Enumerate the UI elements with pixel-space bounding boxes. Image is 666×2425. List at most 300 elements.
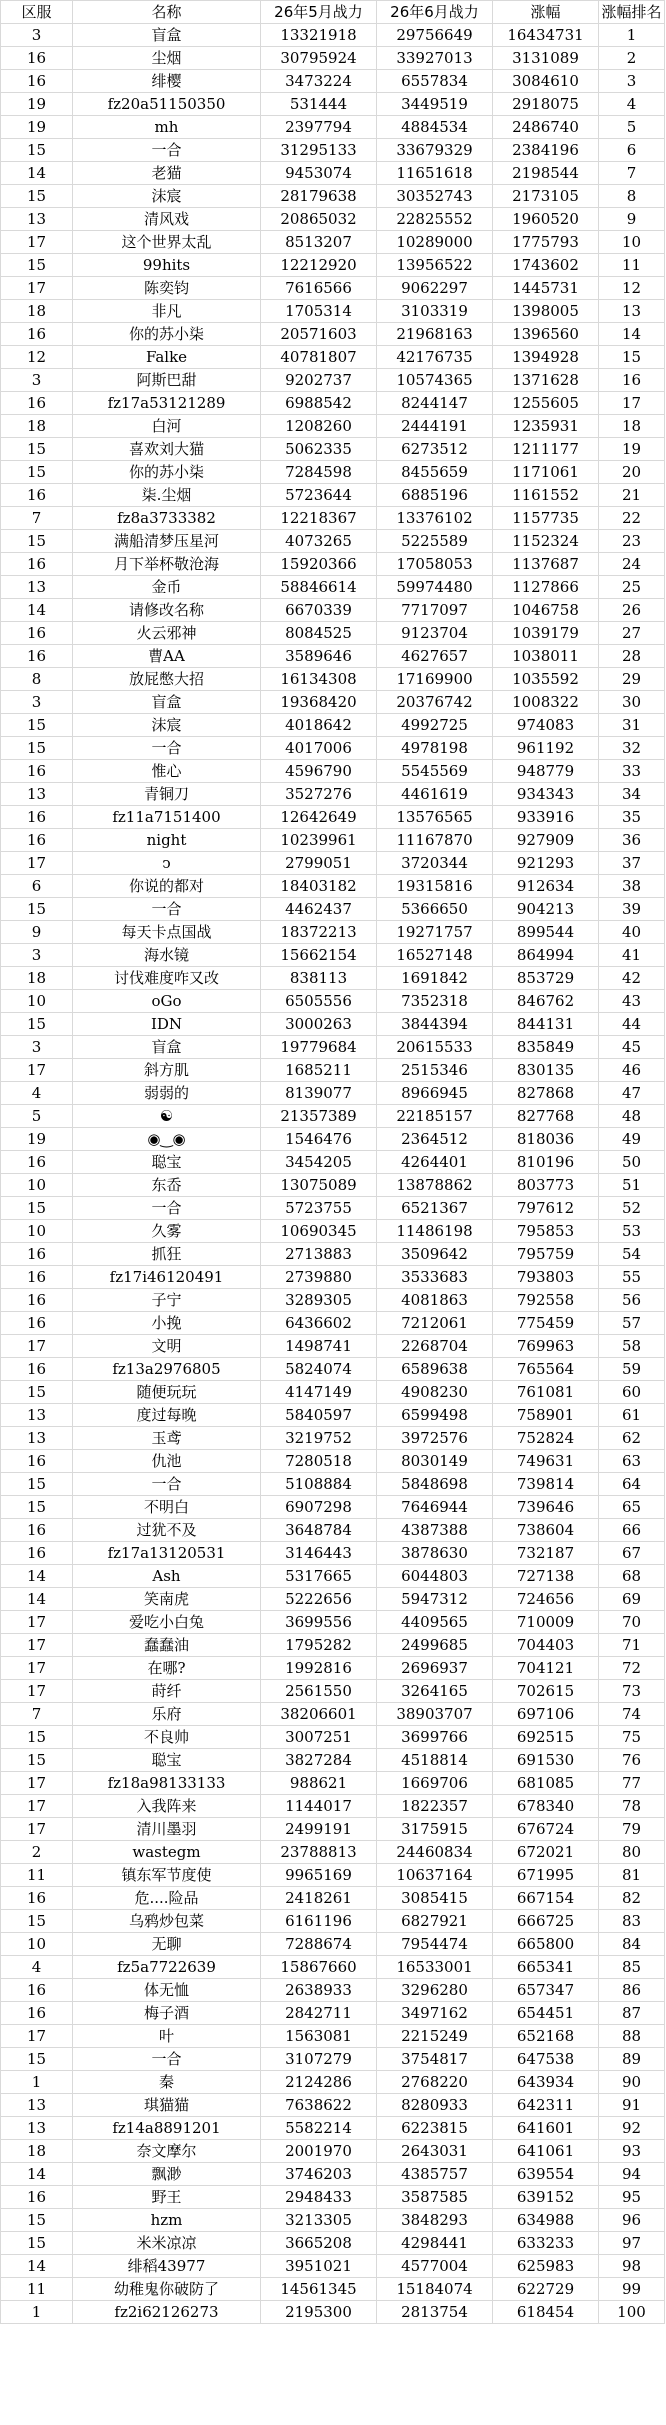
cell-june-power: 3175915 <box>377 1818 493 1841</box>
cell-may-power: 23788813 <box>261 1841 377 1864</box>
cell-server: 15 <box>1 2209 73 2232</box>
cell-server: 16 <box>1 2002 73 2025</box>
cell-server: 13 <box>1 1427 73 1450</box>
cell-increase: 2173105 <box>493 185 599 208</box>
cell-server: 15 <box>1 1197 73 1220</box>
cell-may-power: 3000263 <box>261 1013 377 1036</box>
cell-june-power: 30352743 <box>377 185 493 208</box>
cell-server: 15 <box>1 1496 73 1519</box>
cell-may-power: 4018642 <box>261 714 377 737</box>
cell-june-power: 11167870 <box>377 829 493 852</box>
cell-server: 3 <box>1 369 73 392</box>
table-row <box>1 921 665 944</box>
cell-june-power: 3264165 <box>377 1680 493 1703</box>
table-row <box>1 484 665 507</box>
cell-server: 13 <box>1 208 73 231</box>
cell-increase: 961192 <box>493 737 599 760</box>
cell-may-power: 3213305 <box>261 2209 377 2232</box>
cell-name: 一合 <box>73 1473 261 1496</box>
cell-increase-rank: 61 <box>599 1404 665 1427</box>
cell-increase: 657347 <box>493 1979 599 2002</box>
cell-increase-rank: 19 <box>599 438 665 461</box>
cell-increase-rank: 99 <box>599 2278 665 2301</box>
table-row <box>1 24 665 47</box>
cell-server: 6 <box>1 875 73 898</box>
cell-server: 1 <box>1 2301 73 2324</box>
table-row <box>1 2140 665 2163</box>
cell-name: fz5a7722639 <box>73 1956 261 1979</box>
cell-increase-rank: 70 <box>599 1611 665 1634</box>
table-row <box>1 829 665 852</box>
cell-increase-rank: 56 <box>599 1289 665 1312</box>
cell-increase: 795759 <box>493 1243 599 1266</box>
header-server: 区服 <box>1 1 73 24</box>
cell-name: 随便玩玩 <box>73 1381 261 1404</box>
cell-increase: 641601 <box>493 2117 599 2140</box>
cell-may-power: 2499191 <box>261 1818 377 1841</box>
cell-increase-rank: 89 <box>599 2048 665 2071</box>
cell-server: 12 <box>1 346 73 369</box>
cell-may-power: 30795924 <box>261 47 377 70</box>
cell-server: 16 <box>1 1979 73 2002</box>
table-row <box>1 1427 665 1450</box>
table-row <box>1 691 665 714</box>
cell-june-power: 6827921 <box>377 1910 493 1933</box>
table-row <box>1 1772 665 1795</box>
cell-name: 东岙 <box>73 1174 261 1197</box>
cell-increase: 16434731 <box>493 24 599 47</box>
cell-increase: 765564 <box>493 1358 599 1381</box>
cell-server: 15 <box>1 737 73 760</box>
table-row <box>1 530 665 553</box>
cell-may-power: 4017006 <box>261 737 377 760</box>
cell-increase: 912634 <box>493 875 599 898</box>
cell-may-power: 8084525 <box>261 622 377 645</box>
cell-name: 绯樱 <box>73 70 261 93</box>
cell-increase-rank: 90 <box>599 2071 665 2094</box>
cell-may-power: 2638933 <box>261 1979 377 2002</box>
cell-increase-rank: 17 <box>599 392 665 415</box>
cell-name: 乌鸦炒包菜 <box>73 1910 261 1933</box>
cell-increase: 1171061 <box>493 461 599 484</box>
cell-increase-rank: 72 <box>599 1657 665 1680</box>
cell-server: 18 <box>1 415 73 438</box>
cell-june-power: 42176735 <box>377 346 493 369</box>
cell-june-power: 13576565 <box>377 806 493 829</box>
cell-may-power: 9453074 <box>261 162 377 185</box>
table-row <box>1 2002 665 2025</box>
cell-name: 放屁憋大招 <box>73 668 261 691</box>
cell-increase-rank: 49 <box>599 1128 665 1151</box>
cell-name: 仇池 <box>73 1450 261 1473</box>
table-row <box>1 1611 665 1634</box>
cell-june-power: 3587585 <box>377 2186 493 2209</box>
cell-name: 一合 <box>73 2048 261 2071</box>
table-row <box>1 507 665 530</box>
cell-increase: 2918075 <box>493 93 599 116</box>
cell-june-power: 3878630 <box>377 1542 493 1565</box>
table-row <box>1 1588 665 1611</box>
cell-june-power: 13376102 <box>377 507 493 530</box>
cell-increase-rank: 66 <box>599 1519 665 1542</box>
cell-name: 请修改名称 <box>73 599 261 622</box>
cell-increase: 948779 <box>493 760 599 783</box>
cell-name: 一合 <box>73 139 261 162</box>
cell-june-power: 3533683 <box>377 1266 493 1289</box>
table-row <box>1 461 665 484</box>
cell-increase-rank: 24 <box>599 553 665 576</box>
cell-increase-rank: 91 <box>599 2094 665 2117</box>
cell-name: 青铜刀 <box>73 783 261 806</box>
cell-increase-rank: 81 <box>599 1864 665 1887</box>
table-row <box>1 185 665 208</box>
cell-increase: 1152324 <box>493 530 599 553</box>
cell-name: 陈奕钧 <box>73 277 261 300</box>
cell-may-power: 3951021 <box>261 2255 377 2278</box>
cell-may-power: 13321918 <box>261 24 377 47</box>
cell-june-power: 13878862 <box>377 1174 493 1197</box>
cell-increase-rank: 29 <box>599 668 665 691</box>
cell-june-power: 33927013 <box>377 47 493 70</box>
cell-server: 17 <box>1 277 73 300</box>
header-may-power: 26年5月战力 <box>261 1 377 24</box>
cell-may-power: 2713883 <box>261 1243 377 1266</box>
cell-increase-rank: 27 <box>599 622 665 645</box>
cell-server: 4 <box>1 1082 73 1105</box>
table-row <box>1 1703 665 1726</box>
cell-june-power: 3720344 <box>377 852 493 875</box>
cell-server: 16 <box>1 70 73 93</box>
cell-server: 3 <box>1 944 73 967</box>
cell-june-power: 6599498 <box>377 1404 493 1427</box>
cell-june-power: 22825552 <box>377 208 493 231</box>
cell-may-power: 13075089 <box>261 1174 377 1197</box>
cell-server: 16 <box>1 1243 73 1266</box>
cell-name: 火云邪神 <box>73 622 261 645</box>
table-row <box>1 737 665 760</box>
cell-increase-rank: 1 <box>599 24 665 47</box>
cell-increase-rank: 48 <box>599 1105 665 1128</box>
cell-june-power: 5366650 <box>377 898 493 921</box>
cell-increase-rank: 44 <box>599 1013 665 1036</box>
cell-name: 琪猫猫 <box>73 2094 261 2117</box>
cell-server: 16 <box>1 1542 73 1565</box>
cell-server: 16 <box>1 1266 73 1289</box>
cell-increase-rank: 98 <box>599 2255 665 2278</box>
table-row <box>1 1404 665 1427</box>
cell-june-power: 3085415 <box>377 1887 493 1910</box>
cell-june-power: 4385757 <box>377 2163 493 2186</box>
cell-increase-rank: 36 <box>599 829 665 852</box>
cell-june-power: 15184074 <box>377 2278 493 2301</box>
cell-name: 文明 <box>73 1335 261 1358</box>
table-row <box>1 553 665 576</box>
table-row <box>1 162 665 185</box>
cell-server: 10 <box>1 990 73 1013</box>
cell-june-power: 7717097 <box>377 599 493 622</box>
cell-server: 16 <box>1 1358 73 1381</box>
table-row <box>1 1082 665 1105</box>
cell-name: 讨伐难度咋又改 <box>73 967 261 990</box>
cell-increase: 618454 <box>493 2301 599 2324</box>
cell-increase-rank: 63 <box>599 1450 665 1473</box>
cell-may-power: 2739880 <box>261 1266 377 1289</box>
cell-server: 16 <box>1 806 73 829</box>
cell-increase: 676724 <box>493 1818 599 1841</box>
cell-increase: 710009 <box>493 1611 599 1634</box>
cell-increase-rank: 32 <box>599 737 665 760</box>
cell-june-power: 6223815 <box>377 2117 493 2140</box>
cell-june-power: 6557834 <box>377 70 493 93</box>
cell-june-power: 3497162 <box>377 2002 493 2025</box>
cell-may-power: 18372213 <box>261 921 377 944</box>
cell-may-power: 3746203 <box>261 2163 377 2186</box>
cell-may-power: 5840597 <box>261 1404 377 1427</box>
cell-name: ◉‿◉ <box>73 1128 261 1151</box>
cell-increase-rank: 34 <box>599 783 665 806</box>
cell-june-power: 1691842 <box>377 967 493 990</box>
cell-increase-rank: 65 <box>599 1496 665 1519</box>
cell-may-power: 7638622 <box>261 2094 377 2117</box>
table-row <box>1 70 665 93</box>
cell-server: 16 <box>1 484 73 507</box>
cell-increase-rank: 93 <box>599 2140 665 2163</box>
cell-name: 野王 <box>73 2186 261 2209</box>
cell-name: 度过每晚 <box>73 1404 261 1427</box>
cell-june-power: 6885196 <box>377 484 493 507</box>
cell-june-power: 3449519 <box>377 93 493 116</box>
cell-june-power: 4264401 <box>377 1151 493 1174</box>
cell-server: 13 <box>1 576 73 599</box>
table-row <box>1 323 665 346</box>
cell-june-power: 2515346 <box>377 1059 493 1082</box>
cell-server: 8 <box>1 668 73 691</box>
cell-increase: 643934 <box>493 2071 599 2094</box>
cell-increase: 738604 <box>493 1519 599 1542</box>
cell-increase: 739646 <box>493 1496 599 1519</box>
cell-june-power: 20615533 <box>377 1036 493 1059</box>
cell-name: 镇东军节度使 <box>73 1864 261 1887</box>
cell-june-power: 16527148 <box>377 944 493 967</box>
cell-server: 16 <box>1 553 73 576</box>
cell-increase: 652168 <box>493 2025 599 2048</box>
cell-server: 15 <box>1 898 73 921</box>
cell-increase-rank: 13 <box>599 300 665 323</box>
table-row <box>1 346 665 369</box>
table-row <box>1 277 665 300</box>
cell-server: 16 <box>1 323 73 346</box>
cell-may-power: 5824074 <box>261 1358 377 1381</box>
cell-may-power: 12642649 <box>261 806 377 829</box>
cell-name: 弱弱的 <box>73 1082 261 1105</box>
cell-server: 9 <box>1 921 73 944</box>
table-row <box>1 392 665 415</box>
cell-increase-rank: 75 <box>599 1726 665 1749</box>
cell-server: 15 <box>1 1910 73 1933</box>
table-row <box>1 1312 665 1335</box>
cell-increase: 827868 <box>493 1082 599 1105</box>
header-name: 名称 <box>73 1 261 24</box>
cell-may-power: 2195300 <box>261 2301 377 2324</box>
cell-may-power: 1685211 <box>261 1059 377 1082</box>
cell-server: 16 <box>1 645 73 668</box>
cell-june-power: 21968163 <box>377 323 493 346</box>
cell-increase: 795853 <box>493 1220 599 1243</box>
table-row <box>1 1358 665 1381</box>
cell-increase: 933916 <box>493 806 599 829</box>
table-row <box>1 1473 665 1496</box>
cell-name: ↄ <box>73 852 261 875</box>
cell-may-power: 4147149 <box>261 1381 377 1404</box>
cell-increase-rank: 47 <box>599 1082 665 1105</box>
cell-june-power: 19271757 <box>377 921 493 944</box>
cell-increase-rank: 31 <box>599 714 665 737</box>
cell-name: 子宁 <box>73 1289 261 1312</box>
cell-increase: 2384196 <box>493 139 599 162</box>
cell-name: wastegm <box>73 1841 261 1864</box>
cell-may-power: 3648784 <box>261 1519 377 1542</box>
cell-june-power: 17058053 <box>377 553 493 576</box>
cell-increase: 704403 <box>493 1634 599 1657</box>
cell-server: 14 <box>1 2163 73 2186</box>
cell-may-power: 6436602 <box>261 1312 377 1335</box>
cell-increase-rank: 23 <box>599 530 665 553</box>
cell-may-power: 2561550 <box>261 1680 377 1703</box>
cell-server: 17 <box>1 1657 73 1680</box>
cell-server: 4 <box>1 1956 73 1979</box>
cell-name: 飘渺 <box>73 2163 261 2186</box>
table-row <box>1 1036 665 1059</box>
cell-increase-rank: 4 <box>599 93 665 116</box>
cell-may-power: 3219752 <box>261 1427 377 1450</box>
cell-increase: 1039179 <box>493 622 599 645</box>
cell-may-power: 3107279 <box>261 2048 377 2071</box>
cell-may-power: 1992816 <box>261 1657 377 1680</box>
cell-name: 久雾 <box>73 1220 261 1243</box>
cell-may-power: 988621 <box>261 1772 377 1795</box>
cell-may-power: 10239961 <box>261 829 377 852</box>
cell-june-power: 11651618 <box>377 162 493 185</box>
cell-increase: 634988 <box>493 2209 599 2232</box>
cell-june-power: 3103319 <box>377 300 493 323</box>
cell-june-power: 3699766 <box>377 1726 493 1749</box>
cell-increase-rank: 95 <box>599 2186 665 2209</box>
cell-server: 3 <box>1 24 73 47</box>
cell-increase: 666725 <box>493 1910 599 1933</box>
cell-june-power: 22185157 <box>377 1105 493 1128</box>
cell-june-power: 3509642 <box>377 1243 493 1266</box>
cell-name: 聪宝 <box>73 1749 261 1772</box>
cell-increase-rank: 9 <box>599 208 665 231</box>
cell-server: 16 <box>1 1151 73 1174</box>
cell-increase: 681085 <box>493 1772 599 1795</box>
cell-increase: 633233 <box>493 2232 599 2255</box>
cell-may-power: 6907298 <box>261 1496 377 1519</box>
table-row <box>1 2071 665 2094</box>
cell-server: 17 <box>1 1680 73 1703</box>
cell-may-power: 3665208 <box>261 2232 377 2255</box>
table-row <box>1 944 665 967</box>
cell-increase: 625983 <box>493 2255 599 2278</box>
cell-june-power: 7352318 <box>377 990 493 1013</box>
cell-increase-rank: 54 <box>599 1243 665 1266</box>
cell-may-power: 1705314 <box>261 300 377 323</box>
cell-server: 18 <box>1 300 73 323</box>
table-row <box>1 1565 665 1588</box>
cell-increase-rank: 11 <box>599 254 665 277</box>
cell-increase: 775459 <box>493 1312 599 1335</box>
cell-increase-rank: 5 <box>599 116 665 139</box>
table-row <box>1 2209 665 2232</box>
table-body <box>1 24 665 2324</box>
cell-may-power: 3827284 <box>261 1749 377 1772</box>
cell-june-power: 4298441 <box>377 2232 493 2255</box>
cell-name: 米米凉凉 <box>73 2232 261 2255</box>
cell-name: 一合 <box>73 737 261 760</box>
cell-june-power: 1669706 <box>377 1772 493 1795</box>
cell-increase-rank: 21 <box>599 484 665 507</box>
table-row <box>1 2255 665 2278</box>
cell-increase: 1211177 <box>493 438 599 461</box>
cell-name: 笑南虎 <box>73 1588 261 1611</box>
cell-increase-rank: 37 <box>599 852 665 875</box>
cell-increase: 1038011 <box>493 645 599 668</box>
cell-increase: 853729 <box>493 967 599 990</box>
cell-name: 阿斯巴甜 <box>73 369 261 392</box>
cell-june-power: 9123704 <box>377 622 493 645</box>
cell-increase: 665341 <box>493 1956 599 1979</box>
table-row <box>1 254 665 277</box>
cell-june-power: 29756649 <box>377 24 493 47</box>
header-row <box>1 1 665 24</box>
cell-may-power: 1563081 <box>261 2025 377 2048</box>
cell-increase-rank: 85 <box>599 1956 665 1979</box>
cell-name: 金币 <box>73 576 261 599</box>
table-row <box>1 2163 665 2186</box>
cell-name: 你说的都对 <box>73 875 261 898</box>
cell-name: 清川墨羽 <box>73 1818 261 1841</box>
table-row <box>1 1335 665 1358</box>
cell-server: 14 <box>1 2255 73 2278</box>
cell-server: 14 <box>1 1588 73 1611</box>
cell-server: 1 <box>1 2071 73 2094</box>
cell-may-power: 31295133 <box>261 139 377 162</box>
cell-may-power: 6505556 <box>261 990 377 1013</box>
table-row <box>1 1059 665 1082</box>
cell-increase-rank: 45 <box>599 1036 665 1059</box>
cell-server: 14 <box>1 162 73 185</box>
cell-increase: 1161552 <box>493 484 599 507</box>
cell-increase: 692515 <box>493 1726 599 1749</box>
cell-may-power: 5582214 <box>261 2117 377 2140</box>
cell-increase: 921293 <box>493 852 599 875</box>
cell-name: 入我阵来 <box>73 1795 261 1818</box>
cell-june-power: 5545569 <box>377 760 493 783</box>
cell-june-power: 2696937 <box>377 1657 493 1680</box>
cell-increase-rank: 22 <box>599 507 665 530</box>
table-row <box>1 438 665 461</box>
cell-increase: 2198544 <box>493 162 599 185</box>
cell-server: 17 <box>1 1772 73 1795</box>
cell-june-power: 8030149 <box>377 1450 493 1473</box>
table-row <box>1 1634 665 1657</box>
cell-increase-rank: 86 <box>599 1979 665 2002</box>
cell-increase: 691530 <box>493 1749 599 1772</box>
cell-increase-rank: 84 <box>599 1933 665 1956</box>
cell-june-power: 7954474 <box>377 1933 493 1956</box>
cell-server: 15 <box>1 714 73 737</box>
table-row <box>1 1243 665 1266</box>
